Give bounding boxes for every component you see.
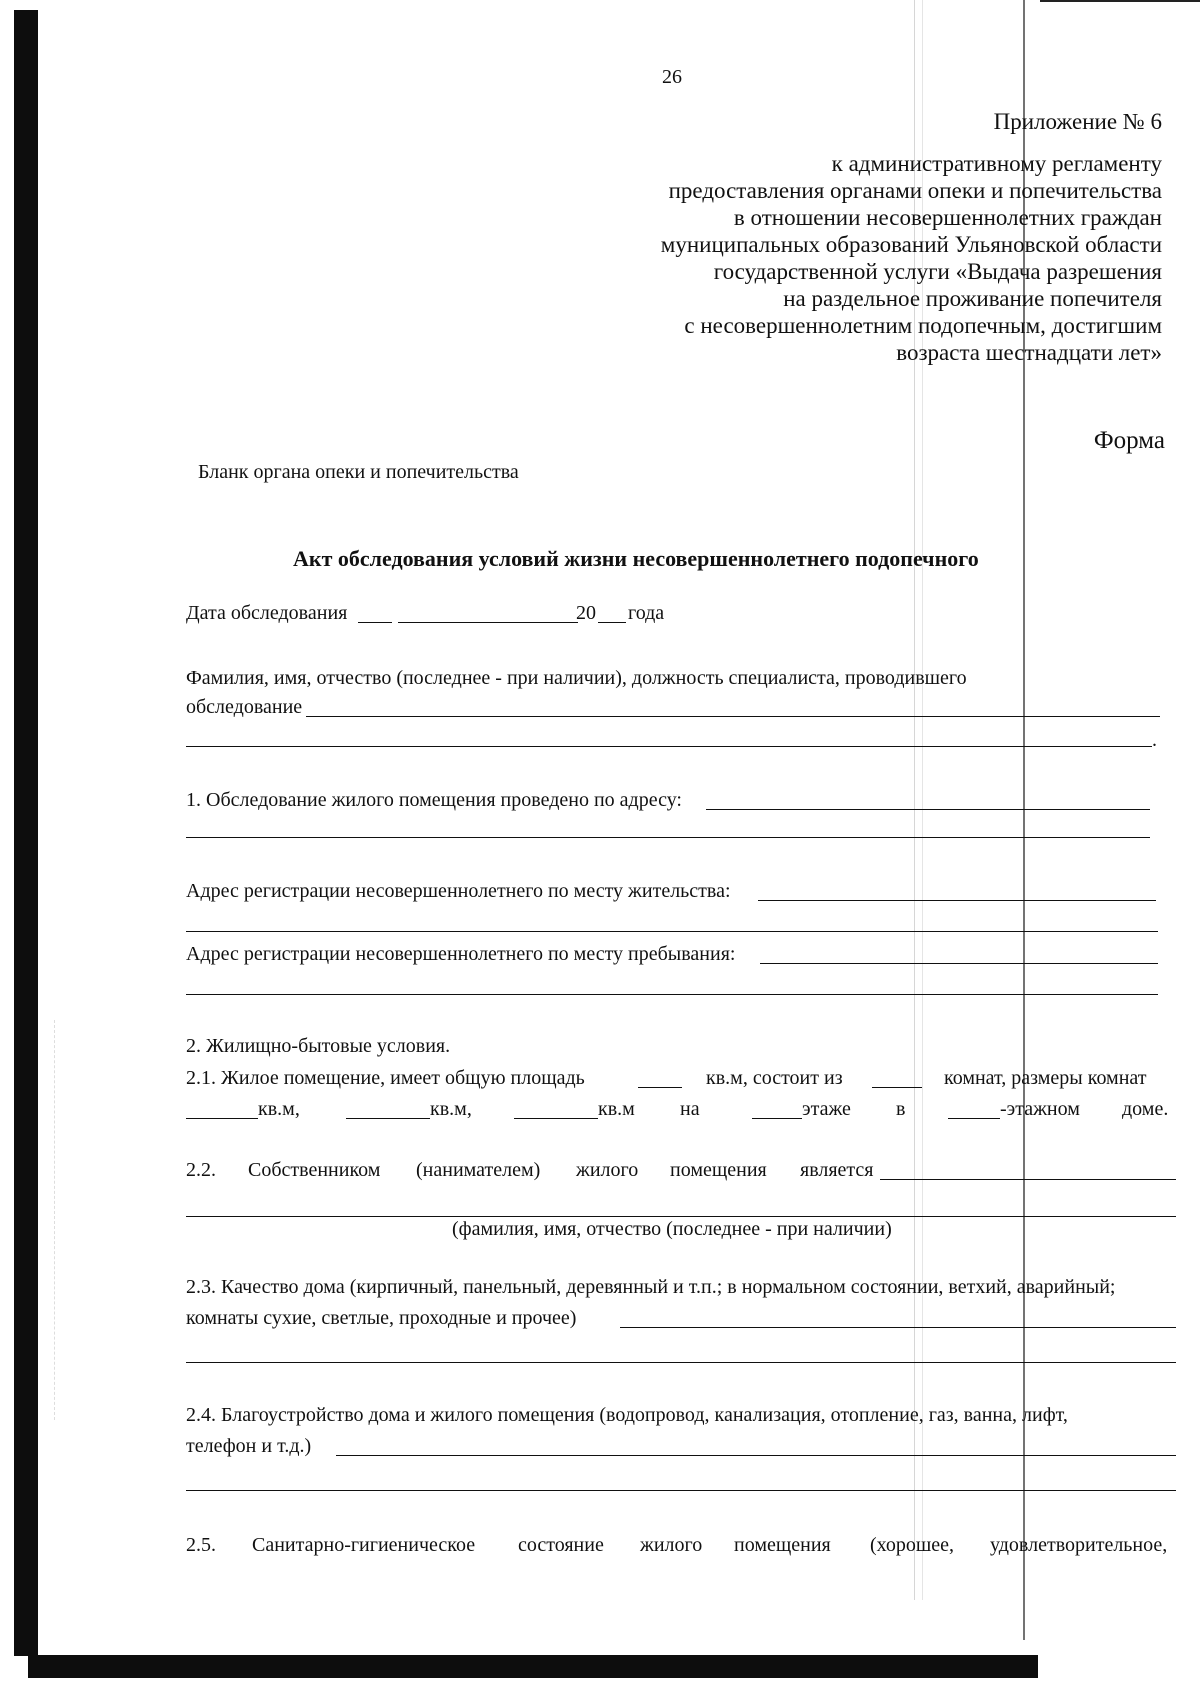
s2-5-word: жилого xyxy=(640,1534,703,1556)
house-quality-field-line2[interactable] xyxy=(186,1362,1176,1363)
s2-3-line1: 2.3. Качество дома (кирпичный, панельный, деревянный и т.п.; в нормальном состоянии, ветхий, аварийный; xyxy=(186,1276,1116,1298)
text-house: доме. xyxy=(1122,1098,1169,1120)
appendix-line: муниципальных образований Ульяновской области xyxy=(660,232,1162,257)
appendix-line: в отношении несовершеннолетних граждан xyxy=(733,205,1162,230)
specialist-field-line2[interactable] xyxy=(186,746,1152,747)
reg-residence-label: Адрес регистрации несовершеннолетнего по месту жительства: xyxy=(186,880,731,902)
appendix-title: Приложение № 6 xyxy=(993,109,1162,134)
text-floor: этаже xyxy=(802,1098,851,1120)
total-area-field[interactable] xyxy=(638,1087,682,1088)
s2-5-word: (хорошее, xyxy=(870,1534,955,1556)
scan-edge-left xyxy=(14,10,38,1656)
house-quality-field[interactable] xyxy=(620,1327,1176,1328)
room1-size-field[interactable] xyxy=(186,1118,258,1119)
appendix-line: возраста шестнадцати лет» xyxy=(896,340,1162,365)
address-field-line2[interactable] xyxy=(186,837,1150,838)
s2-4-line2: телефон и т.д.) xyxy=(186,1435,312,1457)
s2-1-text-c: комнат, размеры комнат xyxy=(944,1067,1147,1089)
scan-edge-bottom xyxy=(28,1655,1038,1678)
scan-specks xyxy=(54,1020,56,1420)
date-day-field[interactable] xyxy=(358,622,392,623)
text-na: на xyxy=(680,1098,700,1120)
date-label: Дата обследования xyxy=(186,602,348,624)
s2-2-word: помещения xyxy=(670,1159,767,1181)
appendix-line: государственной услуги «Выдача разрешения xyxy=(713,259,1162,284)
owner-field[interactable] xyxy=(880,1179,1176,1180)
s2-5-word: состояние xyxy=(518,1534,604,1556)
s2-5-word: Санитарно-гигиеническое xyxy=(252,1534,476,1556)
s2-5-word: 2.5. xyxy=(186,1534,216,1556)
act-title: Акт обследования условий жизни несовершеннолетнего подопечного xyxy=(293,546,979,571)
floor-field[interactable] xyxy=(752,1118,802,1119)
page-number: 26 xyxy=(662,66,682,88)
date-year-suffix: года xyxy=(628,602,665,624)
amenities-field[interactable] xyxy=(336,1455,1176,1456)
date-year-field[interactable] xyxy=(598,622,626,623)
specialist-label-cont: обследование xyxy=(186,696,303,718)
reg-stay-label: Адрес регистрации несовершеннолетнего по месту пребывания: xyxy=(186,943,736,965)
unit-label: кв.м xyxy=(598,1098,635,1120)
s2-2-word: (нанимателем) xyxy=(416,1159,541,1181)
appendix-line: к административному регламенту xyxy=(831,151,1162,176)
s2-5-word: удовлетворительное, xyxy=(990,1534,1168,1556)
owner-field-line2[interactable] xyxy=(186,1216,1176,1217)
rooms-count-field[interactable] xyxy=(872,1087,922,1088)
amenities-field-line2[interactable] xyxy=(186,1490,1176,1491)
form-label: Форма xyxy=(1093,427,1165,454)
address-field[interactable] xyxy=(706,809,1150,810)
unit-label: кв.м, xyxy=(430,1098,472,1120)
appendix-line: предоставления органами опеки и попечительства xyxy=(668,178,1162,203)
unit-label: кв.м, xyxy=(258,1098,300,1120)
reg-stay-field-line2[interactable] xyxy=(186,994,1158,995)
room2-size-field[interactable] xyxy=(346,1118,430,1119)
specialist-field[interactable] xyxy=(306,716,1160,717)
s2-1-text-b: кв.м, состоит из xyxy=(706,1067,843,1089)
date-year-prefix: 20 xyxy=(576,602,596,624)
s2-2-word: является xyxy=(800,1159,874,1181)
scan-edge-top xyxy=(1040,0,1200,2)
reg-residence-field[interactable] xyxy=(758,900,1156,901)
s2-4-line1: 2.4. Благоустройство дома и жилого помещения (водопровод, канализация, отопление, газ, ванна, лифт, xyxy=(186,1404,1068,1426)
appendix-line: с несовершеннолетним подопечным, достигшим xyxy=(684,313,1162,338)
owner-caption: (фамилия, имя, отчество (последнее - при наличии) xyxy=(452,1218,892,1240)
date-month-field[interactable] xyxy=(398,622,578,623)
section2-heading: 2. Жилищно-бытовые условия. xyxy=(186,1035,451,1057)
reg-stay-field[interactable] xyxy=(760,963,1158,964)
reg-residence-field-line2[interactable] xyxy=(186,931,1158,932)
text-in: в xyxy=(896,1098,906,1120)
building-floors-field[interactable] xyxy=(948,1118,1000,1119)
specialist-end-mark: . xyxy=(1152,729,1157,751)
section1-label: 1. Обследование жилого помещения проведено по адресу: xyxy=(186,789,682,811)
s2-5-word: помещения xyxy=(734,1534,831,1556)
s2-2-word: Собственником xyxy=(248,1159,381,1181)
appendix-line: на раздельное проживание попечителя xyxy=(783,286,1162,311)
s2-2-word: жилого xyxy=(576,1159,639,1181)
text-storey: -этажном xyxy=(1000,1098,1080,1120)
s2-1-text-a: 2.1. Жилое помещение, имеет общую площадь xyxy=(186,1067,585,1089)
s2-3-line2: комнаты сухие, светлые, проходные и прочее) xyxy=(186,1307,577,1329)
room3-size-field[interactable] xyxy=(514,1118,598,1119)
s2-2-word: 2.2. xyxy=(186,1159,216,1181)
specialist-label: Фамилия, имя, отчество (последнее - при наличии), должность специалиста, проводившего xyxy=(186,667,967,689)
blank-label: Бланк органа опеки и попечительства xyxy=(198,461,519,483)
